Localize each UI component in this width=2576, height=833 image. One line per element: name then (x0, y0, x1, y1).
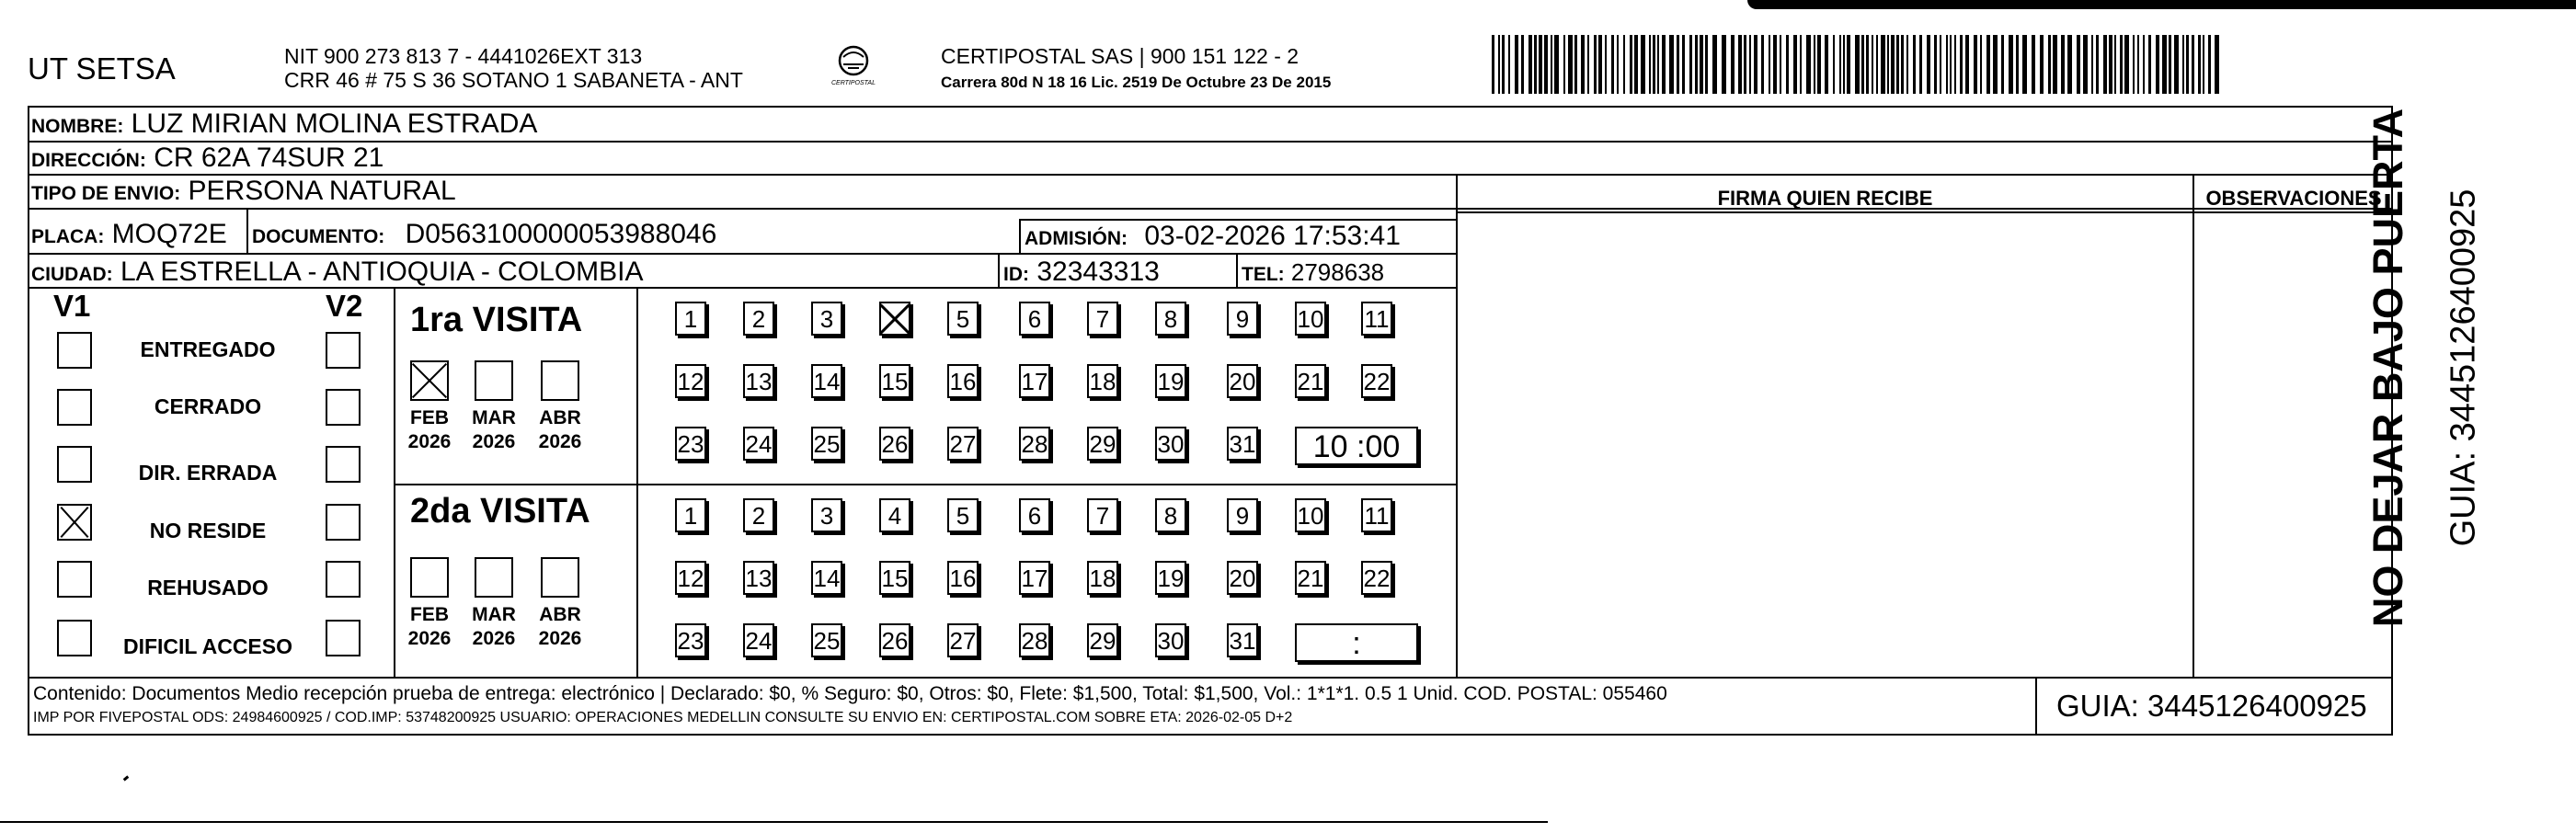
barcode-bar (1574, 35, 1577, 94)
visit1-day-15[interactable]: 15 (879, 364, 910, 398)
visit2-day-5[interactable]: 5 (947, 498, 979, 532)
barcode-bar (1927, 35, 1930, 94)
barcode-bar (1793, 35, 1797, 94)
barcode-bar (1568, 35, 1573, 94)
documento-value: D0563100000053988046 (405, 219, 717, 249)
nombre-field (31, 110, 537, 138)
barcode-bar (2091, 35, 2093, 94)
visit1-day-3[interactable]: 3 (811, 302, 842, 336)
barcode-bar (1515, 35, 1518, 94)
side-guia-text: GUIA: 3445126400925 (2444, 188, 2483, 547)
status-panel (29, 289, 394, 677)
visit2-day-12[interactable]: 12 (675, 561, 706, 595)
barcode-bar (1946, 35, 1948, 94)
ciudad-field (31, 258, 644, 286)
barcode-bar (1817, 35, 1821, 94)
barcode-bar (1749, 35, 1751, 94)
barcode-bar (1598, 35, 1602, 94)
visit2-day-16[interactable]: 16 (947, 561, 979, 595)
v1-checkbox-dir-errada[interactable] (57, 446, 92, 483)
barcode-bar (1754, 35, 1757, 94)
barcode-bar (1682, 35, 1685, 94)
barcode-bar (2137, 35, 2139, 94)
visit1-day-4[interactable] (879, 302, 910, 336)
barcode-bar (1649, 35, 1651, 94)
visit1-time-box[interactable]: 10 :00 (1295, 427, 1418, 465)
visit1-day-16[interactable]: 16 (947, 364, 979, 398)
visit1-day-19[interactable]: 19 (1155, 364, 1186, 398)
admision-field (1025, 223, 1401, 250)
visit2-month-checkbox-feb[interactable] (410, 557, 449, 598)
barcode-bar (1677, 35, 1679, 94)
visit2-day-4[interactable]: 4 (879, 498, 910, 532)
visit2-title: 2da VISITA (410, 492, 590, 531)
barcode-bar (1800, 35, 1802, 94)
barcode-bar (1855, 35, 1860, 94)
barcode-bar (1934, 35, 1937, 94)
bottom-rule (0, 821, 1548, 823)
v2-label: V2 (326, 289, 363, 323)
barcode-bar (1508, 35, 1510, 94)
direccion-field (31, 144, 384, 172)
nit-line: NIT 900 273 813 7 - 4441026EXT 313 (284, 44, 643, 68)
footer-guia: GUIA: 3445126400925 (2056, 689, 2367, 723)
visit2-month-label: FEB 2026 (407, 604, 452, 649)
barcode-bar (2009, 35, 2013, 94)
barcode-bar (1554, 35, 1559, 94)
visit2-day-17[interactable]: 17 (1019, 561, 1050, 595)
v1-checkbox-no-reside[interactable] (57, 504, 92, 541)
barcode-bar (1551, 35, 1552, 94)
barcode-bar (2067, 35, 2072, 94)
barcode-bar (1940, 35, 1941, 94)
barcode-bar (1872, 35, 1873, 94)
barcode-bar (1502, 35, 1505, 94)
barcode-bar (1773, 35, 1777, 94)
visit2-time-box[interactable]: : (1295, 623, 1418, 662)
barcode-bar (1825, 35, 1828, 94)
barcode-bar (2182, 35, 2184, 94)
visit2-month-checkbox-mar[interactable] (475, 557, 513, 598)
visit2-month-label: ABR 2026 (538, 604, 582, 649)
barcode-bar (2032, 35, 2035, 94)
status-label: DIR. ERRADA (138, 461, 278, 485)
v1-checkbox-rehusado[interactable] (57, 561, 92, 598)
barcode-bar (1896, 35, 1899, 94)
visit2-day-23[interactable]: 23 (675, 623, 706, 657)
id-field (1003, 258, 1160, 286)
barcode-bar (1712, 35, 1717, 94)
visit2-day-24[interactable]: 24 (743, 623, 774, 657)
visit2-day-2[interactable]: 2 (743, 498, 774, 532)
barcode-bar (1780, 35, 1781, 94)
barcode-bar (1563, 35, 1565, 94)
barcode-bar (1700, 35, 1703, 94)
barcode-bar (1738, 35, 1742, 94)
visit1-month-checkbox-feb[interactable] (410, 360, 449, 401)
admision-label: ADMISIÓN: (1025, 228, 1128, 249)
barcode-bar (2016, 35, 2019, 94)
barcode-bar (2109, 35, 2112, 94)
visit2-month-label: MAR 2026 (472, 604, 516, 649)
barcode-bar (1839, 35, 1841, 94)
logo-caption: CERTIPOSTAL (831, 80, 876, 86)
visit2-day-8[interactable]: 8 (1155, 498, 1186, 532)
barcode-bar (1974, 35, 1977, 94)
barcode-bar (1814, 35, 1815, 94)
barcode-bar (1919, 35, 1922, 94)
visit1-day-30[interactable]: 30 (1155, 427, 1186, 461)
visit1-month-checkbox-mar[interactable] (475, 360, 513, 401)
barcode-bar (1498, 35, 1500, 94)
visit1-month-label: ABR 2026 (538, 407, 582, 452)
barcode-bar (1662, 35, 1666, 94)
documento-label: DOCUMENTO: (252, 226, 385, 247)
visit1-day-24[interactable]: 24 (743, 427, 774, 461)
barcode-bar (1876, 35, 1878, 94)
visit1-day-2[interactable]: 2 (743, 302, 774, 336)
barcode-bar (1544, 35, 1548, 94)
visit1-day-13[interactable]: 13 (743, 364, 774, 398)
v2-checkbox-rehusado[interactable] (326, 561, 361, 598)
visit1-day-18[interactable]: 18 (1087, 364, 1118, 398)
visit2-day-19[interactable]: 19 (1155, 561, 1186, 595)
visit2-day-6[interactable]: 6 (1019, 498, 1050, 532)
barcode-bar (1528, 35, 1532, 94)
visit2-day-7[interactable]: 7 (1087, 498, 1118, 532)
visit2-day-11[interactable]: 11 (1361, 498, 1392, 532)
visit2-day-22[interactable]: 22 (1361, 561, 1392, 595)
v1-label: V1 (53, 289, 91, 323)
barcode-bar (2114, 35, 2116, 94)
visit1-month-checkbox-abr[interactable] (541, 360, 579, 401)
barcode-bar (1669, 35, 1674, 94)
nombre-label: NOMBRE: (31, 116, 124, 137)
barcode-bar (1906, 35, 1908, 94)
visit2-day-15[interactable]: 15 (879, 561, 910, 595)
barcode-bar (1695, 35, 1698, 94)
barcode-bar (1833, 35, 1835, 94)
placa-label: PLACA: (31, 226, 105, 247)
visit2-month-checkbox-abr[interactable] (541, 557, 579, 598)
visit1-day-9[interactable]: 9 (1227, 302, 1258, 336)
v2-checkbox-cerrado[interactable] (326, 389, 361, 426)
barcode-bar (2103, 35, 2107, 94)
barcode-bar (2143, 35, 2145, 94)
visit2-day-1[interactable]: 1 (675, 498, 706, 532)
visit2-day-14[interactable]: 14 (811, 561, 842, 595)
visit1-day-5[interactable]: 5 (947, 302, 979, 336)
barcode-bar (1913, 35, 1916, 94)
barcode-bar (1689, 35, 1692, 94)
barcode-bar (2198, 35, 2201, 94)
firma-header: FIRMA QUIEN RECIBE (1717, 187, 1933, 210)
visit1-month-label: FEB 2026 (407, 407, 452, 452)
barcode-bar (1587, 35, 1589, 94)
visit1-day-8[interactable]: 8 (1155, 302, 1186, 336)
barcode-bar (1887, 35, 1889, 94)
visit1-day-25[interactable]: 25 (811, 427, 842, 461)
company-name: UT SETSA (28, 51, 176, 86)
footer-contenido: Contenido: Documentos Medio recepción prueba de entrega: electrónico | Declarado: $0, % Seguro: $0, Otros: $0, Flete: $1,500, Total: $1,500, Vol.: 1*1*1. 0.5 1 Unid. COD. POSTAL: 055460 (33, 683, 1667, 704)
barcode-bar (2120, 35, 2123, 94)
barcode-bar (1866, 35, 1869, 94)
barcode-bar (1861, 35, 1864, 94)
barcode-bar (1705, 35, 1708, 94)
barcode-bar (1980, 35, 1982, 94)
visit2-day-30[interactable]: 30 (1155, 623, 1186, 657)
address-line: CRR 46 # 75 S 36 SOTANO 1 SABANETA - ANT (284, 68, 743, 92)
visit2-day-21[interactable]: 21 (1295, 561, 1326, 595)
ciudad-value: LA ESTRELLA - ANTIOQUIA - COLOMBIA (120, 257, 644, 287)
barcode-bar (1891, 35, 1895, 94)
barcode-bar (1492, 35, 1494, 94)
visit1-day-28[interactable]: 28 (1019, 427, 1050, 461)
direccion-label: DIRECCIÓN: (31, 150, 146, 171)
barcode-bar (1761, 35, 1764, 94)
barcode-bar (1960, 35, 1963, 94)
visit2-day-10[interactable]: 10 (1295, 498, 1326, 532)
barcode-bar (1722, 35, 1726, 94)
barcode-bar (2053, 35, 2057, 94)
visit2-day-18[interactable]: 18 (1087, 561, 1118, 595)
visit2-day-28[interactable]: 28 (1019, 623, 1050, 657)
status-label: NO RESIDE (149, 519, 267, 542)
barcode-bar (2215, 35, 2219, 94)
v2-checkbox-dir-errada[interactable] (326, 446, 361, 483)
direccion-value: CR 62A 74SUR 21 (154, 143, 384, 173)
tel-field (1242, 260, 1384, 284)
barcode-bar (2077, 35, 2080, 94)
barcode-bar (1950, 35, 1952, 94)
barcode-bar (2040, 35, 2044, 94)
barcode-bar (1731, 35, 1735, 94)
barcode-bar (2001, 35, 2004, 94)
visit2-day-29[interactable]: 29 (1087, 623, 1118, 657)
v2-checkbox-entregado[interactable] (326, 332, 361, 369)
tel-value: 2798638 (1290, 258, 1385, 286)
barcode-bar (1843, 35, 1845, 94)
barcode-bar (2061, 35, 2065, 94)
visit2-day-3[interactable]: 3 (811, 498, 842, 532)
barcode-bar (1641, 35, 1645, 94)
barcode-bar (2169, 35, 2171, 94)
status-label: CERRADO (154, 394, 262, 418)
visit1-day-12[interactable]: 12 (675, 364, 706, 398)
visit1-day-17[interactable]: 17 (1019, 364, 1050, 398)
barcode-bar (2083, 35, 2088, 94)
visit2-day-13[interactable]: 13 (743, 561, 774, 595)
barcode-bar (1623, 35, 1625, 94)
operator-line: CERTIPOSTAL SAS | 900 151 122 - 2 (941, 44, 1299, 68)
status-label: DIFICIL ACCESO (122, 634, 292, 658)
certipostal-logo (821, 42, 886, 97)
barcode-bar (2203, 35, 2204, 94)
visit1-day-7[interactable]: 7 (1087, 302, 1118, 336)
observaciones-header: OBSERVACIONES (2205, 187, 2382, 210)
visit2-day-31[interactable]: 31 (1227, 623, 1258, 657)
barcode-bar (2096, 35, 2099, 94)
barcode-bar (1653, 35, 1655, 94)
visit1-day-31[interactable]: 31 (1227, 427, 1258, 461)
side-no-dejar-text: NO DEJAR BAJO PUERTA (2364, 108, 2411, 628)
tipo-envio-value: PERSONA NATURAL (188, 176, 456, 206)
barcode-bar (1657, 35, 1659, 94)
barcode-bar (1993, 35, 1998, 94)
status-label: ENTREGADO (140, 337, 276, 361)
tipo-envio-field (31, 177, 456, 205)
barcode-bar (2174, 35, 2179, 94)
visit2-day-27[interactable]: 27 (947, 623, 979, 657)
barcode-bar (1847, 35, 1850, 94)
documento-field (252, 221, 716, 248)
barcode-bar (2124, 35, 2129, 94)
barcode-bar (2022, 35, 2027, 94)
barcode-bar (1744, 35, 1746, 94)
visit2-day-20[interactable]: 20 (1227, 561, 1258, 595)
placa-field (31, 221, 227, 248)
visit2-day-9[interactable]: 9 (1227, 498, 1258, 532)
v1-checkbox-dificil-acceso[interactable] (57, 620, 92, 656)
visit1-day-6[interactable]: 6 (1019, 302, 1050, 336)
admision-value: 03-02-2026 17:53:41 (1144, 221, 1401, 251)
visit2-day-25[interactable]: 25 (811, 623, 842, 657)
visit1-day-23[interactable]: 23 (675, 427, 706, 461)
footer-imp: IMP POR FIVEPOSTAL ODS: 24984600925 / COD.IMP: 53748200925 USUARIO: OPERACIONES MEDELLIN CONSULTE SU ENVIO EN: CERTIPOSTAL.COM SOBRE ETA: 2026-02-05 D+2 (33, 710, 1293, 725)
barcode-bar (1594, 35, 1597, 94)
visit1-day-10[interactable]: 10 (1295, 302, 1326, 336)
barcode-bar (2208, 35, 2211, 94)
barcode-bar (1521, 35, 1524, 94)
id-label: ID: (1003, 264, 1029, 285)
barcode-bar (2133, 35, 2135, 94)
visit1-month-label: MAR 2026 (472, 407, 516, 452)
barcode-bar (1786, 35, 1789, 94)
barcode-bar (1881, 35, 1885, 94)
tipo-envio-label: TIPO DE ENVIO: (31, 183, 181, 204)
barcode-bar (1806, 35, 1811, 94)
visit1-day-11[interactable]: 11 (1361, 302, 1392, 336)
barcode-bar (1954, 35, 1956, 94)
visit2-day-26[interactable]: 26 (879, 623, 910, 657)
barcode-bar (1605, 35, 1607, 94)
barcode-bar (1901, 35, 1904, 94)
visit1-day-14[interactable]: 14 (811, 364, 842, 398)
barcode-bar (1769, 35, 1770, 94)
barcode-bar (1617, 35, 1619, 94)
visit1-day-21[interactable]: 21 (1295, 364, 1326, 398)
barcode-bar (1630, 35, 1632, 94)
visit1-day-20[interactable]: 20 (1227, 364, 1258, 398)
placa-value: MOQ72E (111, 219, 227, 249)
v1-checkbox-cerrado[interactable] (57, 389, 92, 426)
barcode-bar (1986, 35, 1990, 94)
top-edge-line (1747, 0, 2576, 9)
barcode (1492, 35, 2226, 94)
barcode-bar (1611, 35, 1614, 94)
v2-checkbox-dificil-acceso[interactable] (326, 620, 361, 656)
barcode-bar (1634, 35, 1638, 94)
tel-label: TEL: (1242, 264, 1285, 285)
nombre-value: LUZ MIRIAN MOLINA ESTRADA (131, 108, 538, 139)
visit1-day-1[interactable]: 1 (675, 302, 706, 336)
v1-checkbox-entregado[interactable] (57, 332, 92, 369)
barcode-bar (1965, 35, 1969, 94)
barcode-bar (2192, 35, 2194, 94)
license-line: Carrera 80d N 18 16 Lic. 2519 De Octubre 23 De 2015 (941, 74, 1332, 91)
barcode-bar (2156, 35, 2159, 94)
barcode-bar (2048, 35, 2051, 94)
barcode-bar (2148, 35, 2151, 94)
status-label: REHUSADO (147, 576, 269, 599)
barcode-bar (2186, 35, 2189, 94)
barcode-bar (1581, 35, 1585, 94)
ciudad-label: CIUDAD: (31, 264, 113, 285)
visit1-day-29[interactable]: 29 (1087, 427, 1118, 461)
barcode-bar (1539, 35, 1542, 94)
id-value: 32343313 (1036, 257, 1160, 287)
stray-mark (123, 775, 130, 781)
visit1-day-27[interactable]: 27 (947, 427, 979, 461)
visit1-title: 1ra VISITA (410, 301, 583, 339)
barcode-bar (2162, 35, 2167, 94)
visit1-day-22[interactable]: 22 (1361, 364, 1392, 398)
barcode-bar (1534, 35, 1537, 94)
v2-checkbox-no-reside[interactable] (326, 504, 361, 541)
visit1-day-26[interactable]: 26 (879, 427, 910, 461)
